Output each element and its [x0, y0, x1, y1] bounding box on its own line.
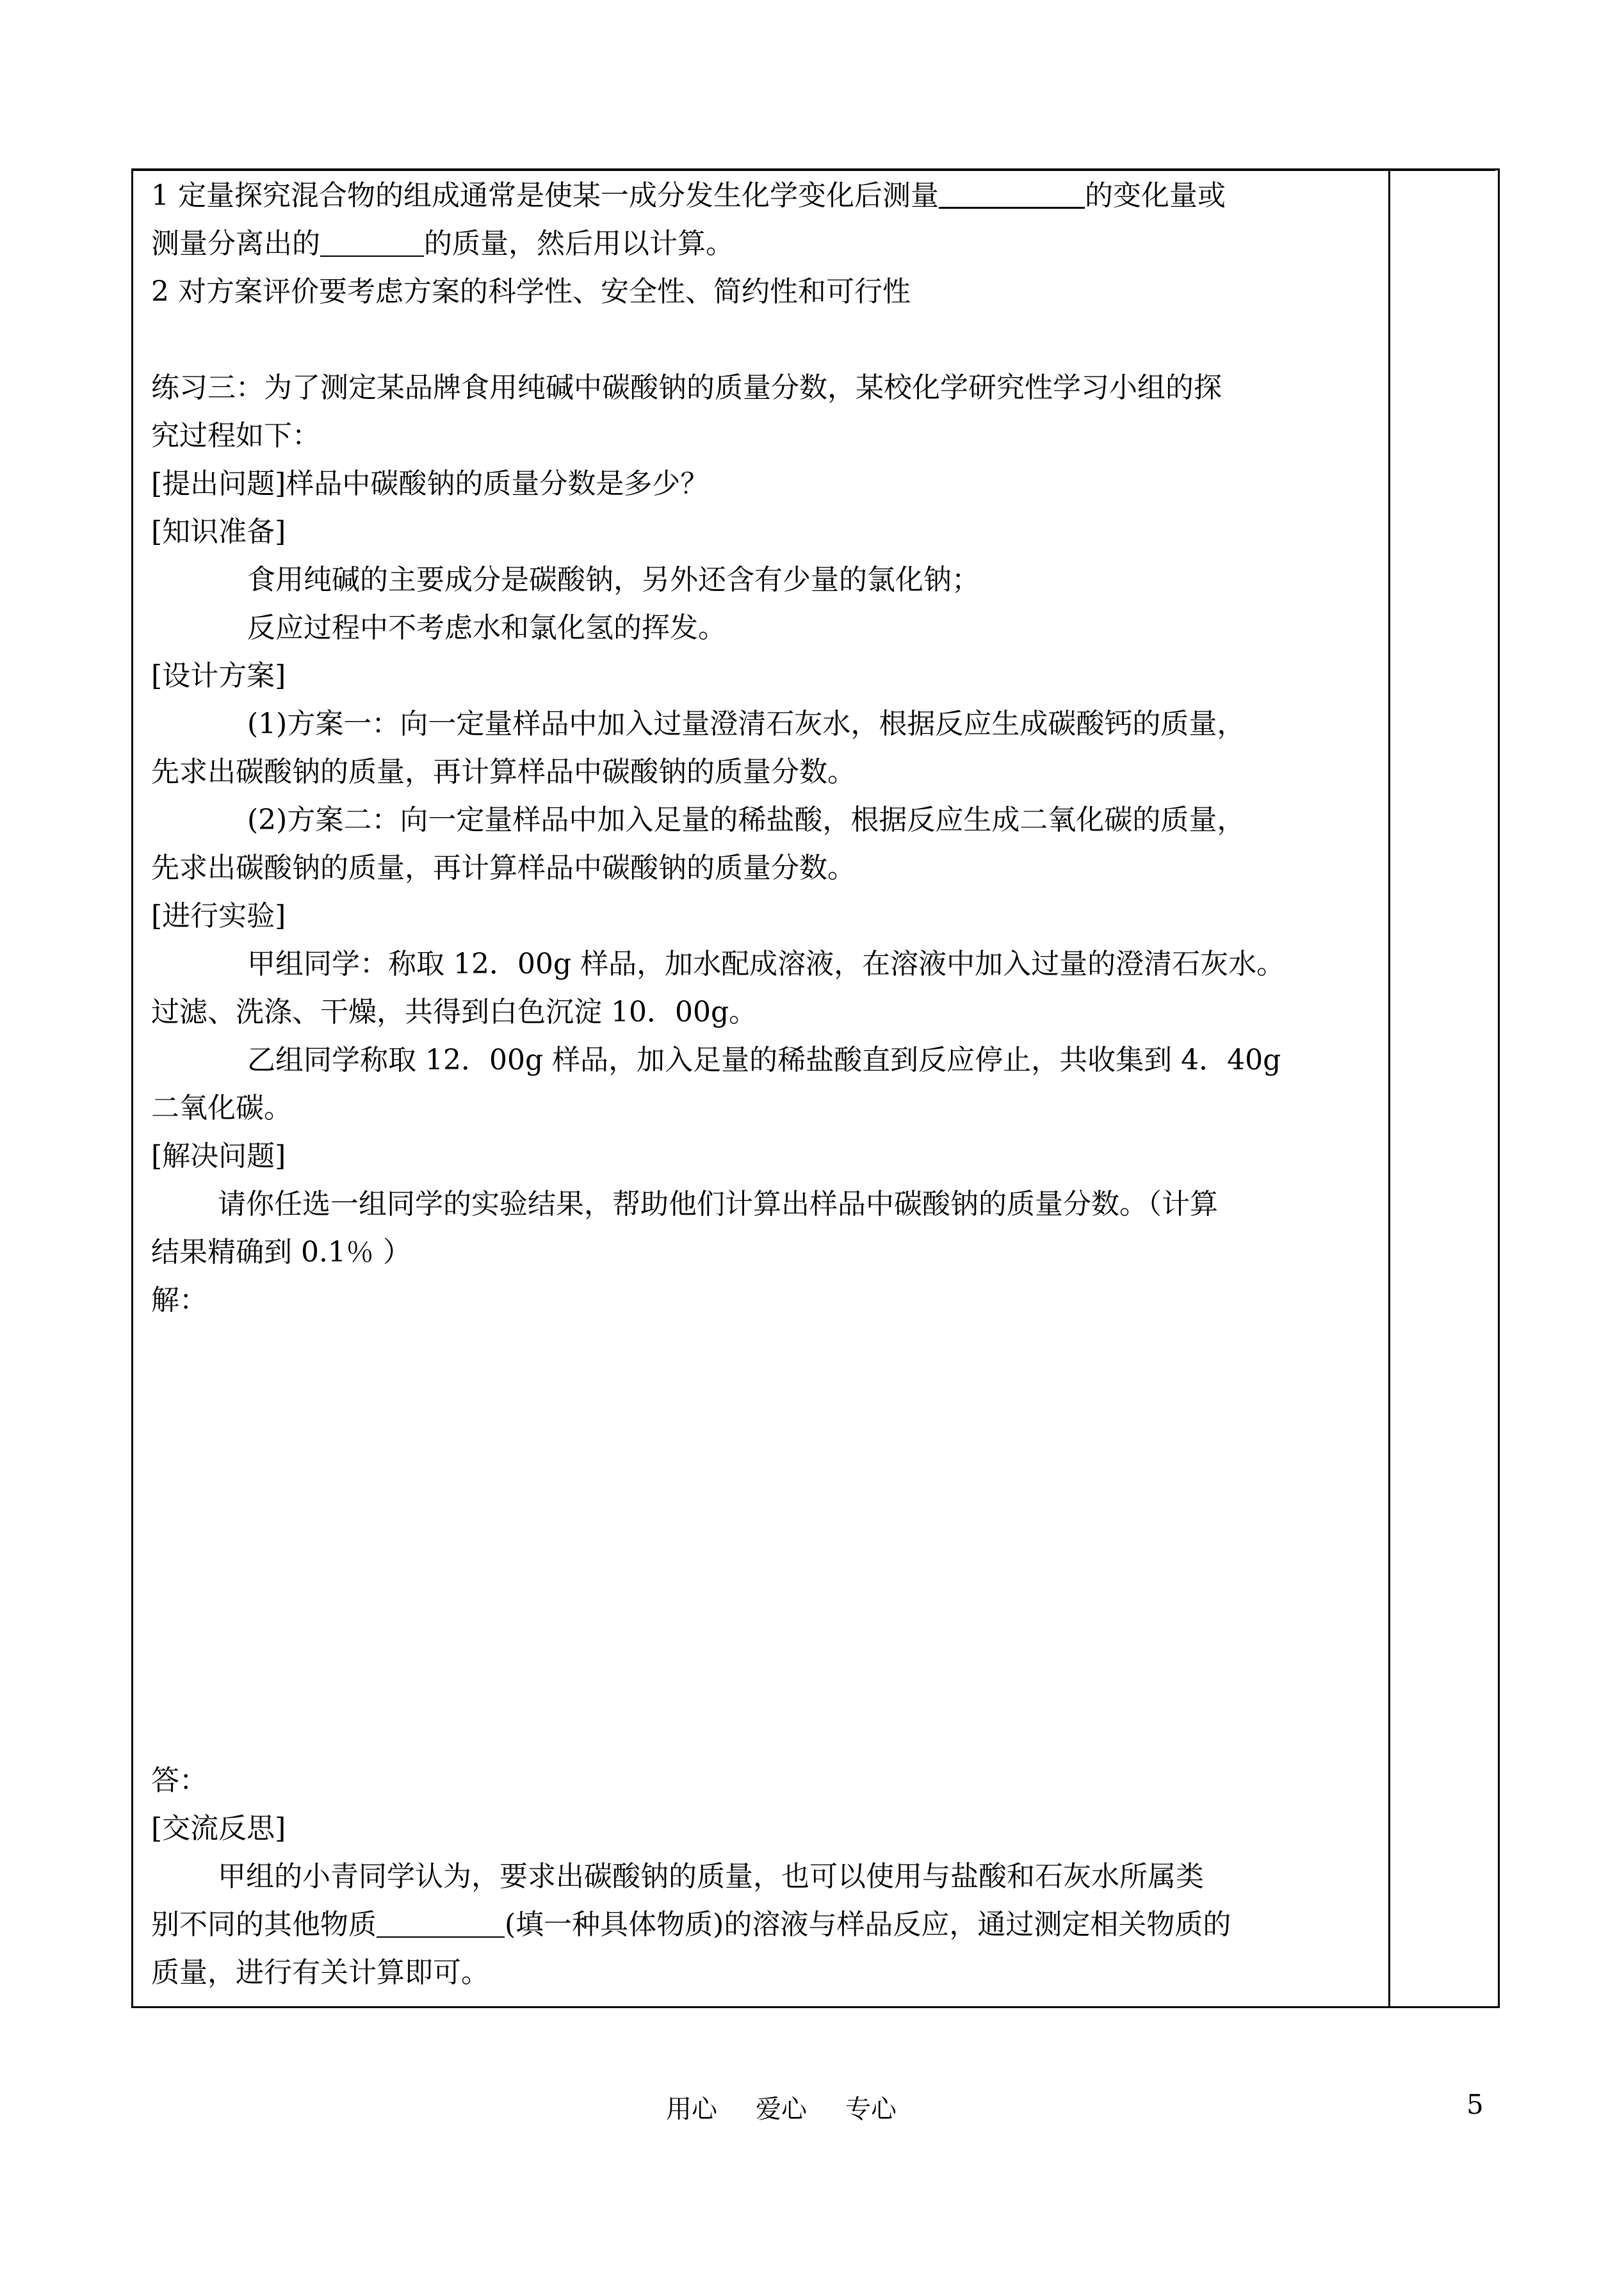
footer-slogan	[666, 2089, 935, 2125]
solve-instruction-cont: 结果精确到 0.1％ ）	[151, 1236, 411, 1269]
reflection-text: 别不同的其他物质	[151, 1908, 377, 1941]
solution-answer-area[interactable]	[151, 1324, 1384, 1756]
question-heading: [提出问题]样品中碳酸钠的质量分数是多少？	[151, 467, 709, 500]
group-a-result-cont: 过滤、洗涤、干燥，共得到白色沉淀 10．00g。	[151, 996, 758, 1028]
fill-blank-3[interactable]	[377, 1906, 505, 1938]
reflection-text-end: 质量，进行有关计算即可。	[151, 1956, 489, 1989]
worksheet-content	[151, 172, 1384, 1997]
footer-slogan-word: 专心	[845, 2095, 897, 2124]
page-number: 5	[1466, 2089, 1484, 2120]
summary-text: 的变化量或	[1084, 179, 1226, 212]
knowledge-heading: [知识准备]	[151, 515, 286, 548]
plan-2: (2)方案二：向一定量样品中加入足量的稀盐酸，根据反应生成二氧化碳的质量，	[247, 804, 1246, 836]
answer-label: 答：	[151, 1764, 207, 1797]
group-a-result: 甲组同学：称取 12．00g 样品，加水配成溶液，在溶液中加入过量的澄清石灰水。	[247, 948, 1285, 980]
exercise-intro-cont: 究过程如下：	[151, 419, 320, 452]
group-b-result-cont: 二氧化碳。	[151, 1092, 292, 1124]
solve-instruction: 请你任选一组同学的实验结果，帮助他们计算出样品中碳酸钠的质量分数。（计算	[218, 1188, 1218, 1220]
solution-label: 解：	[151, 1284, 207, 1317]
plan-1: (1)方案一：向一定量样品中加入过量澄清石灰水，根据反应生成碳酸钙的质量，	[247, 708, 1246, 740]
reflection-text-cont	[151, 1901, 1384, 1949]
reflection-text: (填一种具体物质)的溶液与样品反应，通过测定相关物质的	[505, 1908, 1231, 1941]
reflection-heading: [交流反思]	[151, 1812, 286, 1845]
table-column-divider	[1388, 168, 1390, 2008]
summary-text: 的质量，然后用以计算。	[424, 227, 734, 260]
experiment-heading: [进行实验]	[151, 900, 286, 932]
plan-1-cont: 先求出碳酸钠的质量，再计算样品中碳酸钠的质量分数。	[151, 756, 856, 788]
footer-slogan-word: 爱心	[756, 2095, 807, 2124]
design-heading: [设计方案]	[151, 660, 286, 692]
knowledge-item: 反应过程中不考虑水和氯化氢的挥发。	[247, 612, 726, 644]
footer-slogan-word: 用心	[666, 2095, 717, 2124]
plan-2-cont: 先求出碳酸钠的质量，再计算样品中碳酸钠的质量分数。	[151, 852, 856, 884]
group-b-result: 乙组同学称取 12．00g 样品，加入足量的稀盐酸直到反应停止，共收集到 4．40g	[247, 1044, 1281, 1076]
solve-heading: [解决问题]	[151, 1140, 286, 1172]
fill-blank-2[interactable]	[320, 225, 424, 257]
summary-line-2	[151, 220, 1384, 268]
summary-text: 1 定量探究混合物的组成通常是使某一成分发生化学变化后测量	[151, 179, 939, 212]
summary-text: 测量分离出的	[151, 227, 320, 260]
reflection-text: 甲组的小青同学认为，要求出碳酸钠的质量，也可以使用与盐酸和石灰水所属类	[218, 1860, 1204, 1893]
fill-blank-1[interactable]	[939, 176, 1085, 209]
summary-line-3: 2 对方案评价要考虑方案的科学性、安全性、简约性和可行性	[151, 275, 911, 308]
knowledge-item: 食用纯碱的主要成分是碳酸钠，另外还含有少量的氯化钠；	[247, 564, 980, 596]
summary-line-1	[151, 172, 1384, 220]
exercise-intro: 练习三：为了测定某品牌食用纯碱中碳酸钠的质量分数，某校化学研究性学习小组的探	[151, 371, 1222, 404]
